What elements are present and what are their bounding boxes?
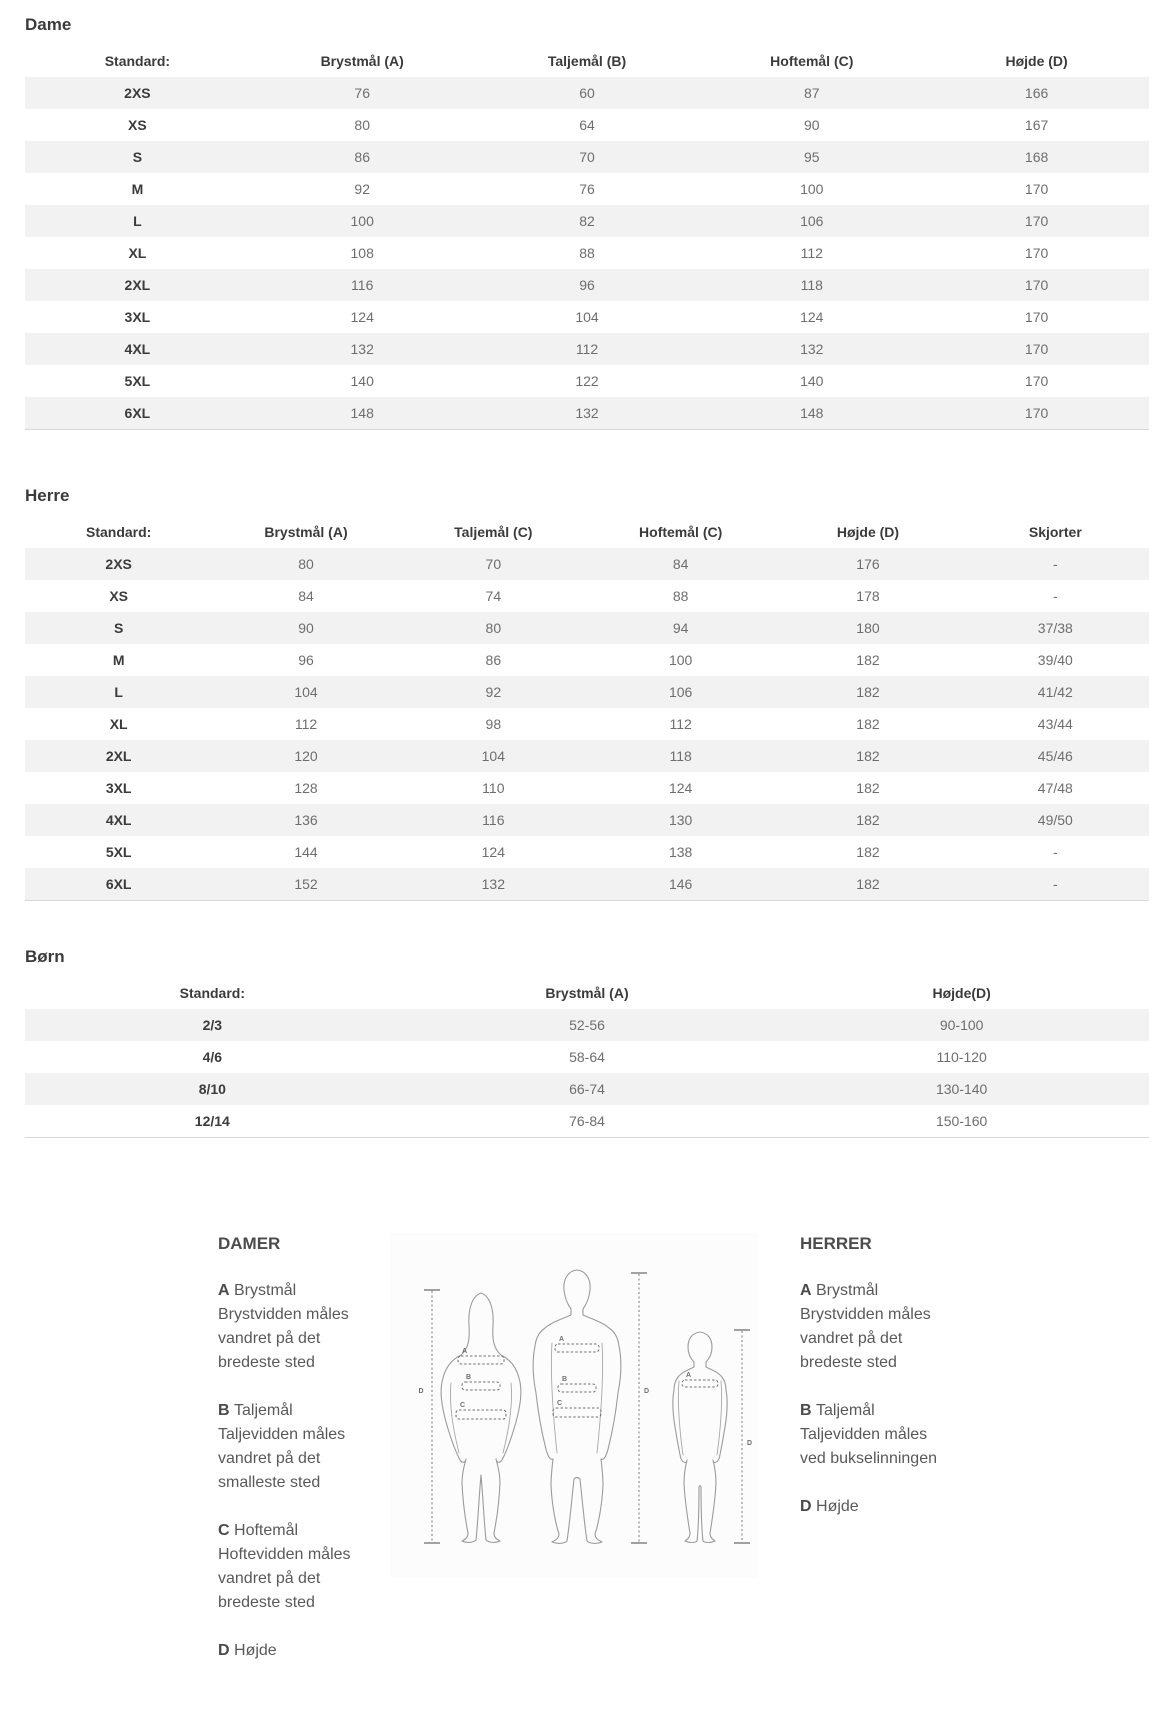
measurement-guide-item: A Brystmål Brystvidden måles vandret på det bredeste sted: [800, 1282, 931, 1371]
table-row: [25, 612, 1149, 644]
section-title-herre: Herre: [25, 486, 70, 505]
measurement-value: 88: [579, 245, 595, 261]
size-label: XS: [128, 117, 147, 133]
measurement-value: 74: [485, 588, 502, 604]
measurement-value: 112: [575, 341, 599, 357]
measurement-value: 170: [1024, 341, 1049, 357]
measurement-value: 70: [579, 149, 595, 165]
measurement-value: 86: [485, 652, 502, 668]
column-header: Brystmål (A): [320, 53, 404, 69]
size-label: 3XL: [124, 309, 151, 325]
size-table-born: [25, 977, 1149, 1138]
table-header-row: [25, 977, 1149, 1009]
measurement-value: 96: [298, 652, 314, 668]
measurement-value: 106: [800, 213, 824, 229]
measurement-value: 104: [481, 748, 505, 764]
measurement-guide-item: B Taljemål Taljevidden måles ved bukselinningen: [800, 1402, 937, 1467]
size-label: 5XL: [105, 844, 132, 860]
woman-figure: [441, 1293, 521, 1542]
measurement-guide-item: D Højde: [218, 1642, 277, 1659]
section-born: [25, 946, 1149, 1138]
child-figure: [673, 1332, 727, 1543]
size-label: 5XL: [124, 373, 151, 389]
measurement-value: -: [1052, 844, 1058, 860]
measurement-value: 132: [575, 405, 599, 421]
column-header: Højde(D): [932, 985, 991, 1001]
measurement-value: 41/42: [1037, 684, 1073, 700]
table-row: [25, 333, 1149, 365]
measurement-value: 166: [1024, 85, 1049, 101]
measurement-value: 124: [481, 844, 505, 860]
section-herre: [25, 485, 1149, 901]
measurement-value: 37/38: [1037, 620, 1073, 636]
measurement-value: 132: [800, 341, 824, 357]
size-label: 2/3: [202, 1017, 223, 1033]
table-row: [25, 836, 1149, 868]
measurement-value: -: [1052, 588, 1058, 604]
measurement-value: 58-64: [569, 1049, 605, 1065]
measurement-value: -: [1052, 556, 1058, 572]
measurement-value: 148: [800, 405, 824, 421]
guide-items-herrer: [800, 1279, 1020, 1519]
section-title-born: Børn: [25, 947, 65, 966]
table-row: [25, 109, 1149, 141]
svg-text:D: D: [644, 1388, 650, 1395]
table-header-row: [25, 45, 1149, 77]
measurement-key: A: [800, 1282, 812, 1299]
size-label: M: [131, 181, 144, 197]
measurement-value: 100: [668, 652, 693, 668]
measurement-value: 86: [354, 149, 370, 165]
measurement-value: 170: [1024, 373, 1049, 389]
measurement-value: 70: [485, 556, 502, 572]
man-height-line: [631, 1273, 649, 1543]
body-measurement-diagram: [390, 1233, 758, 1578]
measurement-value: 140: [350, 373, 374, 389]
measurement-value: 167: [1024, 117, 1049, 133]
measurement-value: 176: [856, 556, 880, 572]
size-table-dame: [25, 45, 1149, 430]
size-label: 4/6: [202, 1049, 223, 1065]
measurement-value: 76: [354, 85, 370, 101]
measurement-value: 182: [856, 780, 880, 796]
size-label: 3XL: [105, 780, 132, 796]
measurement-value: 80: [485, 620, 502, 636]
measurement-value: 87: [804, 85, 820, 101]
table-row: [25, 580, 1149, 612]
measurement-value: 170: [1024, 213, 1049, 229]
size-label: XL: [109, 716, 128, 732]
measurement-value: 148: [350, 405, 374, 421]
measurement-value: 170: [1024, 309, 1049, 325]
measurement-value: 82: [579, 213, 595, 229]
measurement-value: 96: [579, 277, 595, 293]
measurement-value: 168: [1024, 149, 1049, 165]
table-row: [25, 173, 1149, 205]
measurement-value: 116: [482, 812, 505, 828]
measurement-value: -: [1052, 876, 1058, 892]
table-row: [25, 1105, 1149, 1138]
measurement-value: 100: [800, 181, 824, 197]
size-label: 2XS: [124, 85, 151, 101]
table-row: [25, 548, 1149, 580]
size-label: S: [132, 149, 143, 165]
measurement-value: 112: [800, 245, 823, 261]
table-row: [25, 1073, 1149, 1105]
table-row: [25, 397, 1149, 430]
column-header: Standard:: [179, 985, 245, 1001]
size-label: 4XL: [124, 341, 151, 357]
measurement-value: 170: [1024, 245, 1049, 261]
guide-title-herrer: HERRER: [800, 1234, 872, 1253]
measurement-value: 150-160: [935, 1113, 988, 1129]
size-label: L: [114, 684, 123, 700]
table-row: [25, 1041, 1149, 1073]
measurement-value: 170: [1024, 277, 1049, 293]
table-row: [25, 740, 1149, 772]
measurement-value: 170: [1024, 405, 1049, 421]
measurement-value: 122: [575, 373, 599, 389]
measurement-value: 52-56: [569, 1017, 605, 1033]
column-header: Standard:: [104, 53, 171, 69]
svg-text:C: C: [460, 1402, 466, 1409]
svg-text:A: A: [559, 1336, 565, 1343]
guide-herrer: [800, 1233, 1020, 1543]
measurement-value: 112: [294, 716, 318, 732]
column-header: Skjorter: [1028, 524, 1082, 540]
measurement-key: D: [800, 1498, 812, 1515]
measurement-value: 116: [351, 277, 374, 293]
table-row: [25, 77, 1149, 109]
measurement-value: 182: [856, 844, 880, 860]
measurement-value: 49/50: [1037, 812, 1073, 828]
measurement-value: 140: [800, 373, 824, 389]
measurement-value: 182: [856, 716, 880, 732]
measurement-value: 90-100: [939, 1017, 984, 1033]
size-label: 2XL: [105, 748, 132, 764]
measurement-value: 180: [856, 620, 880, 636]
column-header: Taljemål (C): [454, 524, 533, 540]
column-header: Brystmål (A): [545, 985, 629, 1001]
measurement-guide-item: D Højde: [800, 1498, 859, 1515]
table-row: [25, 772, 1149, 804]
size-label: XS: [109, 588, 128, 604]
measurement-value: 66-74: [569, 1081, 605, 1097]
measurement-value: 182: [856, 684, 880, 700]
measurement-value: 128: [294, 780, 318, 796]
measurement-value: 144: [294, 844, 318, 860]
table-row: [25, 237, 1149, 269]
size-label: XL: [128, 245, 147, 261]
measurement-value: 170: [1024, 181, 1049, 197]
measurement-value: 146: [668, 876, 693, 892]
table-row: [25, 708, 1149, 740]
measurement-value: 84: [298, 588, 314, 604]
guide-items-damer: [218, 1279, 390, 1663]
size-label: 12/14: [194, 1113, 230, 1129]
table-row: [25, 141, 1149, 173]
svg-text:C: C: [557, 1400, 563, 1407]
column-header: Højde (D): [836, 524, 900, 540]
table-row: [25, 868, 1149, 901]
measurement-value: 124: [800, 309, 824, 325]
size-guide-page: [0, 14, 1173, 1723]
table-row: [25, 804, 1149, 836]
measurement-value: 76: [579, 181, 595, 197]
svg-text:B: B: [562, 1376, 568, 1383]
measurement-value: 132: [481, 876, 505, 892]
measurement-value: 132: [350, 341, 374, 357]
guide-title-damer: DAMER: [218, 1234, 281, 1253]
svg-text:D: D: [747, 1440, 753, 1447]
measurement-value: 124: [350, 309, 374, 325]
measurement-value: 60: [579, 85, 595, 101]
measurement-guide-item: B Taljemål Taljevidden måles vandret på det smalleste sted: [218, 1402, 346, 1491]
measurement-guide-item: A Brystmål Brystvidden måles vandret på det bredeste sted: [218, 1282, 349, 1371]
svg-text:B: B: [466, 1374, 472, 1381]
measurement-value: 43/44: [1037, 716, 1073, 732]
measurement-value: 90: [804, 117, 820, 133]
woman-height-line: [418, 1290, 440, 1543]
measurement-value: 112: [669, 716, 692, 732]
measurement-value: 98: [485, 716, 502, 732]
measurement-value: 90: [298, 620, 314, 636]
column-header: Taljemål (B): [547, 53, 627, 69]
table-row: [25, 269, 1149, 301]
measurement-value: 104: [294, 684, 318, 700]
size-label: 2XL: [124, 277, 151, 293]
size-table-herre: [25, 516, 1149, 901]
table-row: [25, 644, 1149, 676]
measurement-key: D: [218, 1642, 230, 1659]
size-label: 6XL: [105, 876, 132, 892]
size-label: 8/10: [198, 1081, 226, 1097]
measurement-value: 130-140: [935, 1081, 988, 1097]
measurement-value: 95: [804, 149, 820, 165]
measurement-value: 152: [294, 876, 318, 892]
table-header-row: [25, 516, 1149, 548]
measurement-key: A: [218, 1282, 230, 1299]
size-label: 2XS: [105, 556, 132, 572]
size-label: L: [133, 213, 142, 229]
measurement-value: 130: [668, 812, 693, 828]
man-figure: [533, 1270, 621, 1543]
measurement-value: 80: [354, 117, 370, 133]
column-header: Hoftemål (C): [770, 53, 854, 69]
measurement-value: 92: [485, 684, 502, 700]
table-row: [25, 365, 1149, 397]
guide-damer: [218, 1233, 390, 1687]
svg-text:A: A: [462, 1348, 468, 1355]
section-title-dame: Dame: [25, 15, 72, 34]
measurement-value: 94: [672, 620, 689, 636]
measurement-value: 110-120: [936, 1049, 987, 1065]
measurement-value: 100: [350, 213, 374, 229]
child-height-line: [734, 1330, 752, 1543]
size-label: 6XL: [124, 405, 151, 421]
size-label: S: [113, 620, 124, 636]
measurement-value: 120: [294, 748, 318, 764]
measurement-value: 64: [579, 117, 595, 133]
measurement-value: 118: [669, 748, 692, 764]
measurement-value: 92: [354, 181, 370, 197]
column-header: Hoftemål (C): [639, 524, 723, 540]
measurement-value: 106: [668, 684, 693, 700]
measurement-value: 178: [856, 588, 880, 604]
measurement-key: B: [218, 1402, 230, 1419]
measurement-value: 118: [800, 277, 823, 293]
table-row: [25, 1009, 1149, 1041]
measurement-value: 104: [575, 309, 599, 325]
table-row: [25, 205, 1149, 237]
measurement-value: 84: [672, 556, 689, 572]
table-row: [25, 676, 1149, 708]
measurement-value: 110: [482, 780, 505, 796]
measurement-guide-item: C Hoftemål Hoftevidden måles vandret på det bredeste sted: [218, 1522, 351, 1611]
measurement-value: 108: [350, 245, 374, 261]
table-row: [25, 301, 1149, 333]
measurement-key: C: [218, 1522, 230, 1539]
measurement-value: 80: [298, 556, 314, 572]
measurement-value: 182: [856, 652, 880, 668]
measuring-guide-section: [25, 1233, 1149, 1687]
column-header: Brystmål (A): [264, 524, 348, 540]
column-header: Standard:: [85, 524, 152, 540]
measurement-value: 76-84: [569, 1113, 605, 1129]
measurement-value: 39/40: [1037, 652, 1073, 668]
size-label: 4XL: [105, 812, 132, 828]
measurement-value: 182: [856, 748, 880, 764]
column-header: Højde (D): [1005, 53, 1068, 69]
section-dame: [25, 14, 1149, 430]
svg-text:A: A: [686, 1372, 692, 1379]
measurement-value: 182: [856, 812, 880, 828]
measurement-value: 182: [856, 876, 880, 892]
measurement-value: 124: [668, 780, 693, 796]
size-label: M: [112, 652, 125, 668]
svg-text:D: D: [418, 1388, 424, 1395]
measurement-value: 45/46: [1037, 748, 1073, 764]
measurement-value: 47/48: [1037, 780, 1073, 796]
measurement-value: 88: [672, 588, 689, 604]
measurement-value: 138: [668, 844, 693, 860]
measurement-value: 136: [294, 812, 318, 828]
measurement-key: B: [800, 1402, 812, 1419]
